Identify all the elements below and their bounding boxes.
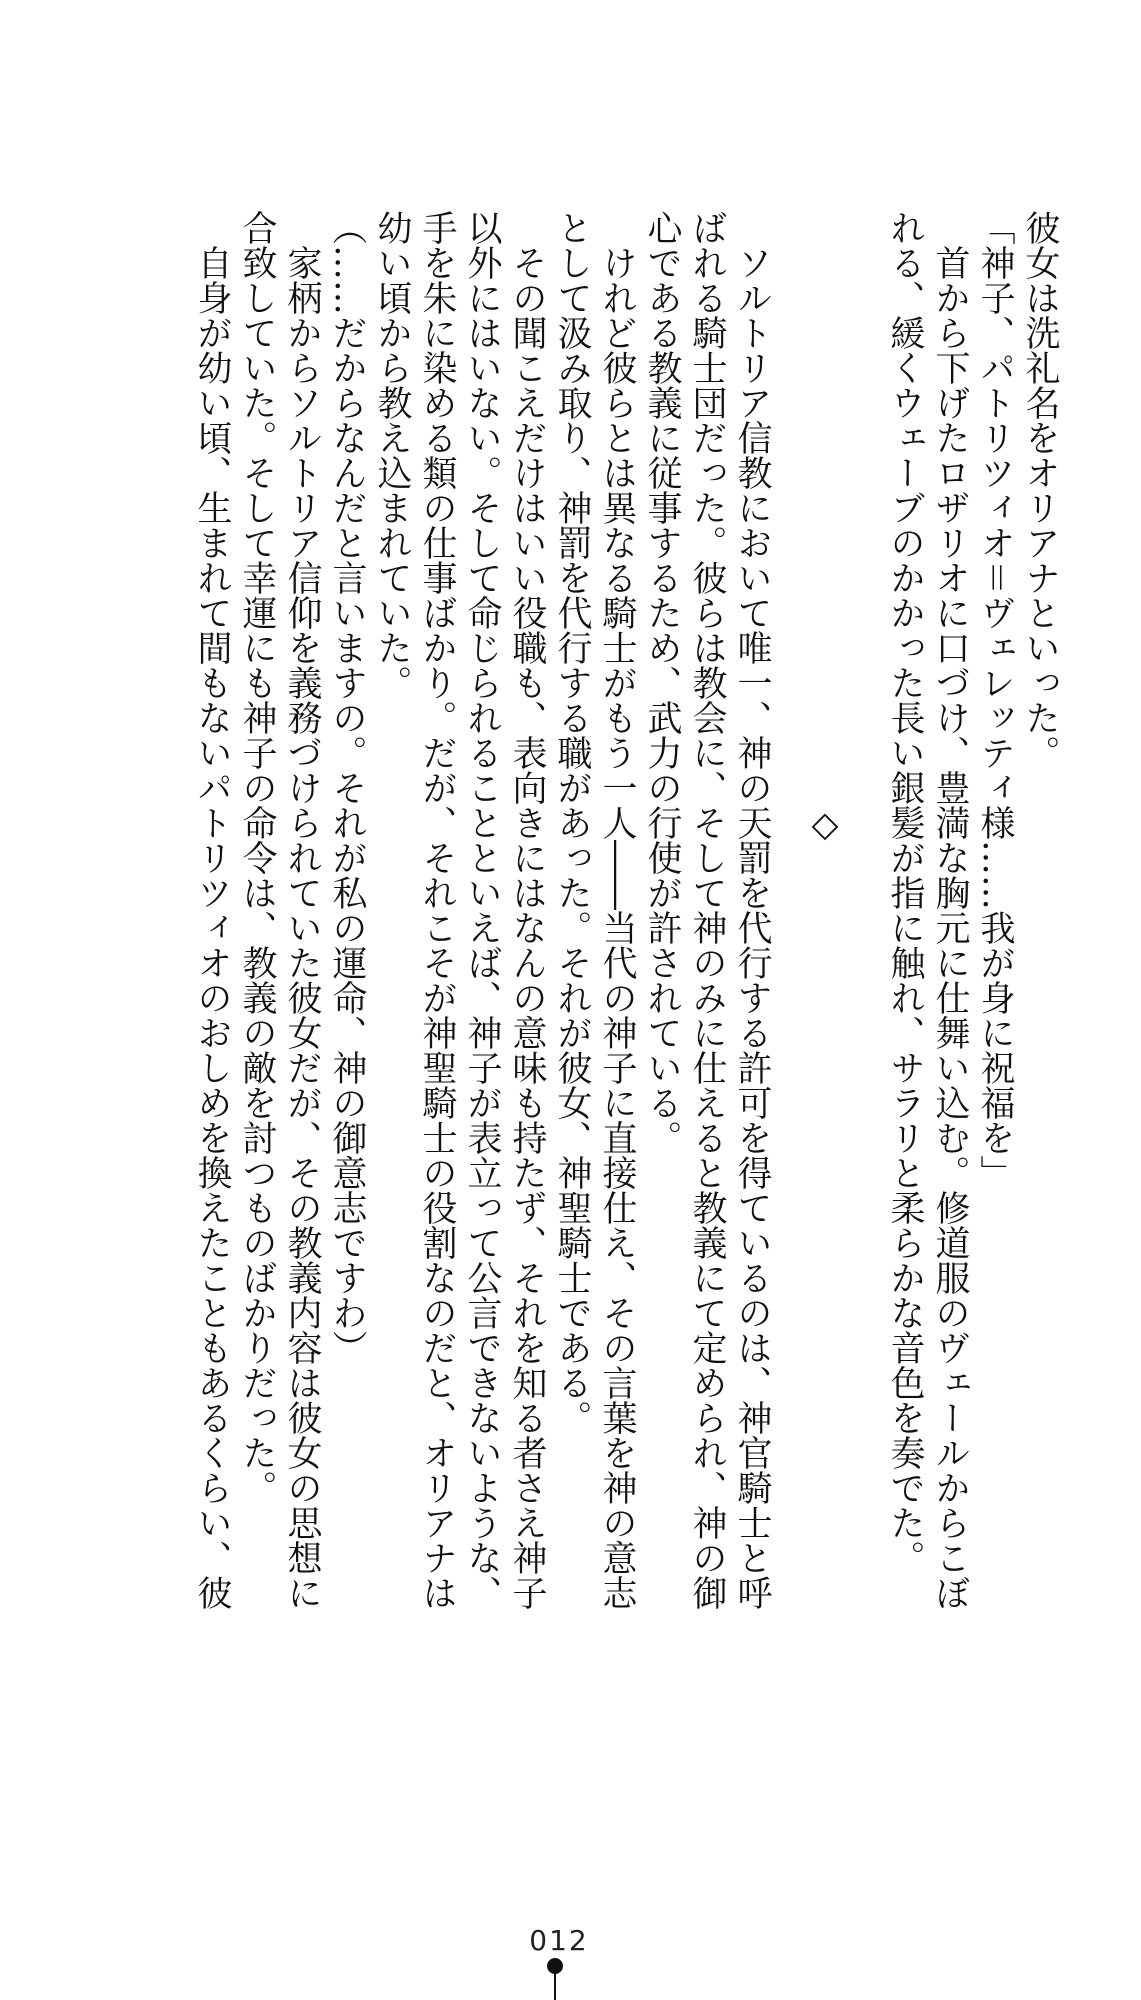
text-line: 彼女は洗礼名をオリアナといった。 [1020, 210, 1060, 770]
page-marker-dot-icon [547, 1958, 563, 1974]
text-line: 合致していた。そして幸運にも神子の命令は、教義の敵を討つものばかりだった。 [237, 210, 277, 1505]
page-number: 012 [529, 1924, 589, 1957]
text-line: れる、緩くウェーブのかかった長い銀髪が指に触れ、サラリと柔らかな音色を奏でた。 [885, 210, 925, 1575]
text-line: 以外にはいない。そして命じられることといえば、神子が表立って公言できないような、 [462, 210, 502, 1610]
text-line: 首から下げたロザリオに口づけ、豊満な胸元に仕舞い込む。修道服のヴェールからこぼ [930, 210, 970, 1610]
text-line: として汲み取り、神罰を代行する職があった。それが彼女、神聖騎士である。 [552, 210, 592, 1435]
text-line: 家柄からソルトリア信仰を義務づけられていた彼女だが、その教義内容は彼女の思想に [282, 210, 322, 1610]
text-line: 「神子、パトリツィオ＝ヴェレッティ様……我が身に祝福を」 [975, 210, 1015, 1191]
section-divider: ◇ [805, 210, 845, 845]
text-line: 心である教義に従事するため、武力の行使が許されている。 [642, 210, 682, 1155]
text-line: 幼い頃から教え込まれていた。 [372, 210, 412, 700]
text-line: （……だからなんだと言いますの。それが私の運命、神の御意志ですわ） [327, 210, 367, 1365]
text-line: ばれる騎士団だった。彼らは教会に、そして神のみに仕えると教義にて定められ、神の御 [687, 210, 727, 1610]
text-line: その聞こえだけはいい役職も、表向きにはなんの意味も持たず、それを知る者さえ神子 [507, 210, 547, 1610]
text-line: けれど彼らとは異なる騎士がもう一人――当代の神子に直接仕え、その言葉を神の意志 [597, 210, 637, 1610]
text-line: 手を朱に染める類の仕事ばかり。だが、それこそが神聖騎士の役割なのだと、オリアナは [417, 210, 457, 1610]
text-line: 自身が幼い頃、生まれて間もないパトリツィオのおしめを換えたこともあるくらい、彼 [192, 210, 232, 1610]
text-line: ソルトリア信教において唯一、神の天罰を代行する許可を得ているのは、神官騎士と呼 [732, 210, 772, 1610]
